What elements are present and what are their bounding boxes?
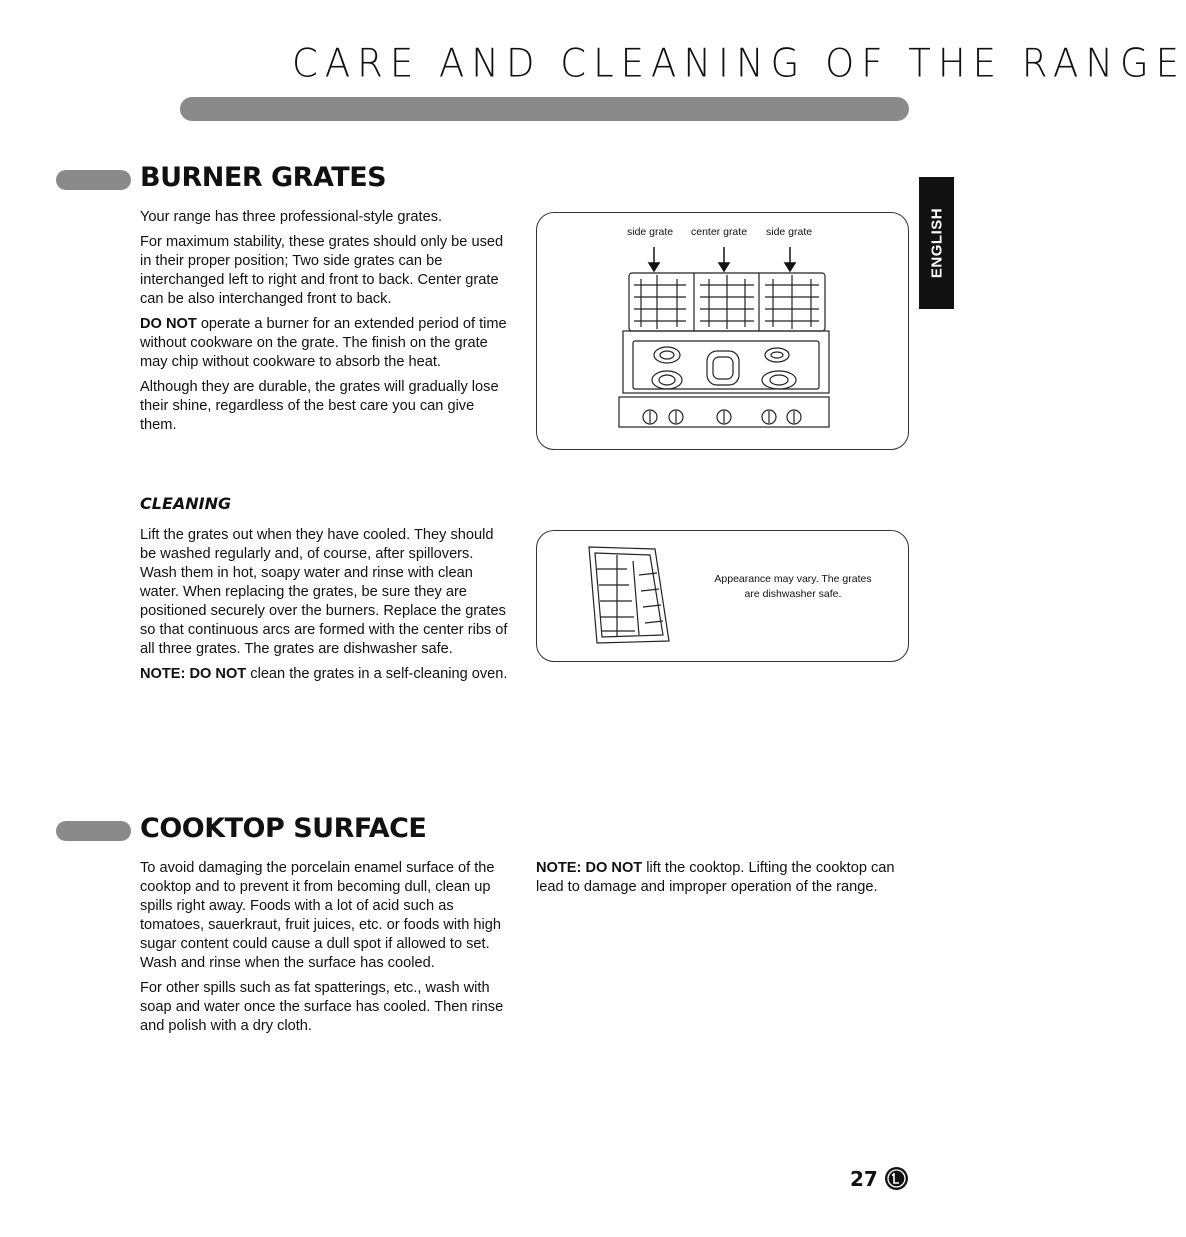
section-marker <box>56 821 131 841</box>
paragraph <box>536 859 898 897</box>
label-side-grate-left: side grate <box>627 226 674 238</box>
section-heading-burner-grates: BURNER GRATES <box>140 162 387 193</box>
paragraph: Your range has three professional-style grates. <box>140 209 443 225</box>
section-heading-cooktop-surface: COOKTOP SURFACE <box>140 813 427 844</box>
language-tab <box>919 177 954 309</box>
cooktop-figure <box>536 212 909 450</box>
page-number: 27 <box>850 1167 878 1191</box>
note-lead: NOTE: DO NOT <box>536 860 643 876</box>
label-side-grate-right: side grate <box>766 226 813 238</box>
paragraph <box>140 315 512 372</box>
label-center-grate: center grate <box>691 226 748 238</box>
title-bar <box>180 97 909 121</box>
cooktop-note <box>536 859 898 903</box>
note-rest: clean the grates in a self-cleaning oven. <box>246 666 508 682</box>
language-tab-label: ENGLISH <box>928 207 945 279</box>
paragraph: For other spills such as fat spatterings, etc., wash with soap and water once the surface has cooled. Then rinse and polish with a dry cloth. <box>140 980 504 1034</box>
bold-lead: DO NOT <box>140 316 197 332</box>
paragraph: Although they are durable, the grates will gradually lose their shine, regardless of the best care you can give them. <box>140 379 499 433</box>
paragraph: To avoid damaging the porcelain enamel surface of the cooktop and to prevent it from becoming dull, clean up spills right away. Foods with a lot of acid such as tomatoes, sauerkraut, fruit juices, etc. or foods with high sugar content could cause a dull spot if allowed to set. Wash and rinse when the surface has cooled. <box>140 860 501 971</box>
grate-caption: Appearance may vary. The grates are dishwasher safe. <box>714 573 872 600</box>
cooktop-surface-text <box>140 859 516 1042</box>
burner-grates-text <box>140 208 512 441</box>
note-lead: NOTE: DO NOT <box>140 666 247 682</box>
page-title: CARE AND CLEANING OF THE RANGE <box>292 40 1186 87</box>
cooktop-illustration <box>537 213 908 449</box>
grate-figure <box>536 530 909 662</box>
paragraph-rest: operate a burner for an extended period of time without cookware on the grate. The finish on the grate may chip without cookware to absorb the heat. <box>140 316 507 370</box>
cleaning-text <box>140 526 512 690</box>
lg-logo-icon <box>884 1166 909 1191</box>
subheading-cleaning: CLEANING <box>140 494 232 513</box>
paragraph <box>140 665 512 684</box>
note-rest: lift the cooktop. Lifting the cooktop can lead to damage and improper operation of the range. <box>536 860 895 895</box>
section-marker <box>56 170 131 190</box>
paragraph: Lift the grates out when they have cooled. They should be washed regularly and, of course, after spillovers. Wash them in hot, soapy water and rinse with clean water. When replacing the grates, be sure they are positioned securely over the burners. Replace the grates so that continuous arcs are formed with the center ribs of all three grates. The grates are dishwasher safe. <box>140 527 508 657</box>
paragraph: For maximum stability, these grates should only be used in their proper position; Two side grates can be interchanged left to right and front to back. Center grate can be also interchanged front to back. <box>140 234 504 307</box>
